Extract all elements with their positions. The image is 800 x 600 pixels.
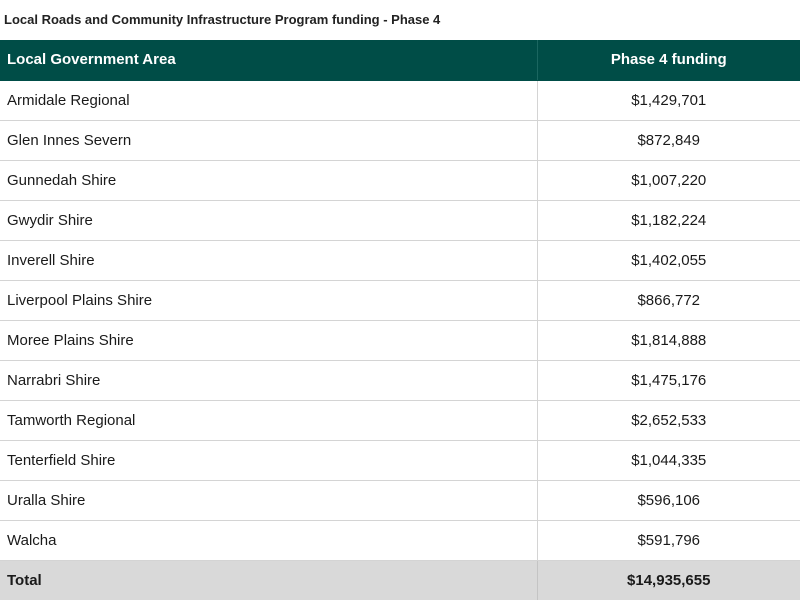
cell-funding: $1,429,701 bbox=[537, 80, 800, 120]
cell-funding: $1,007,220 bbox=[537, 160, 800, 200]
cell-area: Uralla Shire bbox=[0, 480, 537, 520]
cell-area: Narrabri Shire bbox=[0, 360, 537, 400]
table-row bbox=[0, 200, 800, 240]
table-row bbox=[0, 240, 800, 280]
cell-funding: $2,652,533 bbox=[537, 400, 800, 440]
total-label: Total bbox=[0, 560, 537, 600]
header-row bbox=[0, 40, 800, 80]
cell-area: Glen Innes Severn bbox=[0, 120, 537, 160]
cell-area: Armidale Regional bbox=[0, 80, 537, 120]
cell-area: Tamworth Regional bbox=[0, 400, 537, 440]
header-funding: Phase 4 funding bbox=[537, 40, 800, 80]
table-row bbox=[0, 160, 800, 200]
table-header bbox=[0, 40, 800, 80]
cell-funding: $1,044,335 bbox=[537, 440, 800, 480]
cell-area: Tenterfield Shire bbox=[0, 440, 537, 480]
cell-area: Liverpool Plains Shire bbox=[0, 280, 537, 320]
table-body bbox=[0, 80, 800, 600]
table-row bbox=[0, 80, 800, 120]
cell-funding: $1,814,888 bbox=[537, 320, 800, 360]
table-row bbox=[0, 520, 800, 560]
cell-funding: $596,106 bbox=[537, 480, 800, 520]
total-funding: $14,935,655 bbox=[537, 560, 800, 600]
funding-table bbox=[0, 40, 800, 600]
cell-area: Gwydir Shire bbox=[0, 200, 537, 240]
cell-funding: $1,475,176 bbox=[537, 360, 800, 400]
table-row bbox=[0, 480, 800, 520]
cell-area: Moree Plains Shire bbox=[0, 320, 537, 360]
table-row bbox=[0, 360, 800, 400]
table-row bbox=[0, 400, 800, 440]
cell-funding: $866,772 bbox=[537, 280, 800, 320]
table-row bbox=[0, 280, 800, 320]
table-title: Local Roads and Community Infrastructure Program funding - Phase 4 bbox=[4, 12, 441, 27]
cell-area: Gunnedah Shire bbox=[0, 160, 537, 200]
cell-funding: $1,182,224 bbox=[537, 200, 800, 240]
table-row bbox=[0, 440, 800, 480]
cell-area: Inverell Shire bbox=[0, 240, 537, 280]
cell-area: Walcha bbox=[0, 520, 537, 560]
table-row bbox=[0, 120, 800, 160]
cell-funding: $591,796 bbox=[537, 520, 800, 560]
total-row bbox=[0, 560, 800, 600]
header-area: Local Government Area bbox=[0, 40, 537, 80]
table-row bbox=[0, 320, 800, 360]
cell-funding: $1,402,055 bbox=[537, 240, 800, 280]
cell-funding: $872,849 bbox=[537, 120, 800, 160]
